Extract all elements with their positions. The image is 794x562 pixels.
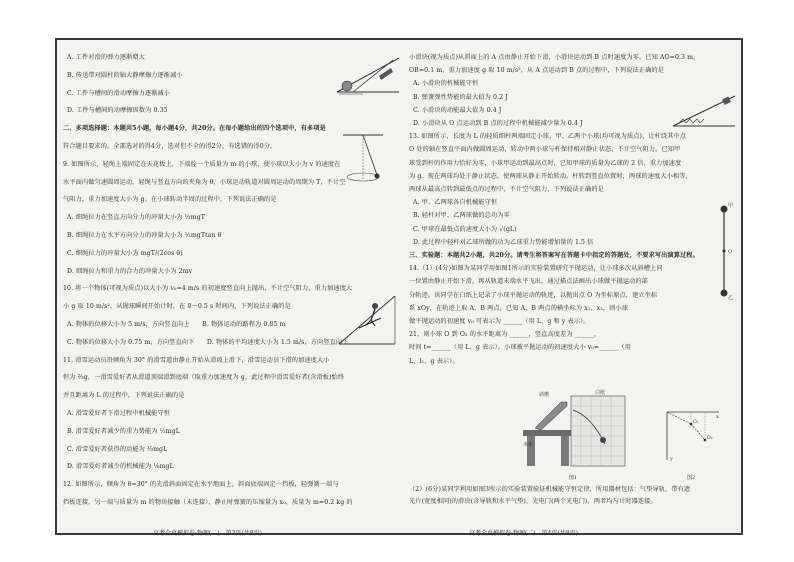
text-line: 符合题目要求的。全部选对的得4分，选对但不全的得2分，有选错的得0分。 — [63, 143, 277, 150]
text-line: O 处的轴在竖直平面内做圆周运动，转动中两小球与杆保持相对静止状态，不计空气阻力。已知甲 — [409, 146, 681, 154]
text-line: OB=0.1 m，重力加速度 g 取 10 m/s²，从 A 点运动到 B 点的过程中，下列说法正确的是 — [409, 67, 664, 75]
label-y: y — [670, 456, 673, 462]
text-line: 系 xOy，在轨迹上取 A、B 两点，已知 A、B 两点的横坐标为 x₁、x₂，则小球 — [409, 304, 629, 312]
text-line: B. 弹簧弹性势能的最大值为 0.2 J — [413, 93, 508, 101]
text-line: 光片(宽度相同)的滑块(含导轨和水平气垫)，光电门(两个光电门)，两者均与计时器连接。 — [409, 498, 657, 505]
text-line: 做平抛运动的初速度 v₀ 可表示为 ______（用 L、g 和 y 表示）。 — [409, 318, 590, 325]
text-line: C. 工件与槽间的滑动摩擦力逐渐减小 — [67, 89, 171, 97]
text-line: 挡板连接，另一端与质量为 m 的物块接触（未连接），静止时弹簧的压缩量为 x₀，质量为 m=0.2 kg 的 — [63, 499, 353, 506]
text-line: C. 滑雪爱好者获得的动能为 ⅔mgL — [67, 445, 168, 453]
text-line: D. 小滑块从 O 点运动到 B 点的过程中机械能减少量为 0.4 J — [413, 120, 583, 127]
text-line: A. 物体的位移大小为 5 m/s，方向竖直向上 B. 物体运动的路程为 0.85 m — [67, 321, 286, 328]
text-line: 气阻力，重力加速度大小为 g。在小球转动半周的过程中，下列说法正确的是 — [63, 196, 277, 204]
text-line: 10. 将一个物体(可视为质点)以大小为 v₀=4 m/s 的初速度竖直向上抛出，不计空气阻力，重力加速度大 — [63, 285, 353, 293]
label-O: O — [728, 249, 733, 255]
text-line: B. 轻杆对甲、乙两球做的总功为零 — [413, 212, 510, 220]
text-line: 两球从最高点转到最低点的过程中，不计空气阻力，下列说法正确的是 — [409, 186, 604, 193]
coordinate-grid-figure — [661, 406, 723, 464]
left-page-footer: 高考全真模拟卷·物理(二) 第3页(共8页) — [153, 530, 262, 537]
text-line: A. 工件对滑的弹力逐渐增大 — [67, 54, 145, 61]
projectile-apparatus-figure — [521, 388, 631, 472]
text-line: 时间 t=______（用 L、g 表示）。小球被平抛运动的初速度大小 v₀=______（用 — [409, 344, 631, 352]
label-x: x — [716, 414, 719, 420]
text-line: 二、多项选择题：本题共5小题，每小题4分，共20分。在每小题给出的四个选项中，有多项是 — [63, 125, 326, 133]
right-page-footer: 高考全真模拟卷·物理(二) 第4页(共8页) — [469, 530, 578, 537]
text-line: L、l₁、g 表示）。 — [409, 357, 459, 365]
fig2-caption: 图2 — [687, 475, 696, 481]
right-page — [409, 46, 739, 537]
text-line: 并且距离为 L 的过程中，下列说法正确的是 — [63, 392, 185, 400]
text-line: B. 传送带对圆柱的轴大静摩擦力逐渐减小 — [67, 71, 183, 79]
text-line: 21，则小球 O 到 O₂ 的水平距离为 ______，竖直高度差为 ______， — [409, 331, 601, 339]
label-O1: O₁ — [693, 420, 699, 425]
label-paper: 白纸 — [595, 390, 606, 396]
text-line: A. 小滑块的机械能守恒 — [413, 80, 479, 88]
text-line: 11. 滑雪运动员沿倾角为 30° 的滑雪道由静止开始从滑坡上滑下，滑雪运动员下滑的加速度大小 — [63, 356, 330, 364]
text-line: 三、实验题：本题共2小题，共20分。请考生将答案写在答题卡中指定的答题处，不要求写出演算过程。 — [409, 252, 699, 259]
text-line: A. 甲、乙两球各自机械能守恒 — [413, 199, 498, 207]
text-line: 分轨迹。该同学在白纸上记录了小球平抛运动的轨迹，以抛出点 O 为坐标原点，建立坐标 — [409, 291, 658, 299]
spring-incline-figure — [669, 90, 739, 130]
text-line: 12. 如图所示，倾角为 θ=30° 的光滑斜面固定在水平地面上，斜面底端固定一挡板，轻弹簧一端与 — [63, 481, 339, 489]
skier-slope-figure — [335, 286, 399, 348]
text-line: D. 工件与槽间的动摩擦因数为 0.35 — [67, 107, 168, 115]
text-line: C. 细绳拉力的冲量大小为 mgT/(2cos θ) — [67, 249, 183, 257]
text-line: 13. 如图所示，长度为 L 的轻质细杆两端固定小球，甲、乙两个小球(均可视为质点)，让杆绕其中点 — [409, 133, 687, 141]
exam-sheet — [55, 38, 743, 535]
label-O2: O₂ — [707, 436, 713, 441]
text-line: A. 细绳拉力在竖直方向分力的冲量大小为 ½mgT — [67, 214, 206, 222]
text-line: 14.（1）(4分)如图为某同学用如图1所示的实验装置研究平抛运动，让小球多次从斜槽上同 — [409, 265, 663, 273]
text-line: C. 小滑块的动能最大值为 0.4 J — [413, 106, 502, 114]
label-jia: 甲 — [728, 203, 734, 209]
conical-pendulum-figure — [333, 131, 393, 191]
left-page — [63, 46, 403, 537]
label-track: 斜槽 — [539, 392, 550, 398]
incline-cylinder-figure — [333, 48, 403, 98]
text-line: 小 g 取 10 m/s²。从抛球瞬间开始计时，在 0～0.5 s 时间内，下列说法正确的是 — [63, 303, 291, 311]
text-line: 恒为 ⅔g，一滑雪爱好者从滑道顶端滑到底端（取重力加速度为 g。此过程中滑雪爱好者(含滑板)始终 — [63, 374, 345, 382]
text-line: 一位置由静止开始下滑，再从轨道末端水平飞出，通过描点法画出小球做平抛运动的部 — [409, 278, 648, 286]
text-line: D. 此过程中轻杆对乙球所做的功为乙球重力势能增加量的 1.5 倍 — [413, 238, 594, 246]
text-line: 为 g。现在两球均处于静止状态，使两球从静止开始转动，杆转到竖直位置时，两球的速度大小相等， — [409, 172, 692, 180]
text-line: D. 滑雪爱好者减少的机械能为 ⅙mgL — [67, 463, 174, 471]
text-line: C. 甲球在最低点的速度大小为 √(gL) — [413, 225, 517, 233]
text-line: 水平面内做匀速圆周运动，轻绳与竖直方向的夹角为 θ，小球运动轨道对圆周运动的周期为 T，不计空 — [63, 178, 346, 186]
fig1-caption: 图1 — [569, 475, 578, 481]
text-line: 小滑块(视为质点)从斜面上的 A 点由静止开始下滑，小滑块运动到 B 点时速度为零。已知 AO=0.3 m， — [409, 54, 700, 61]
text-line: 9. 如图所示，轻绳上端固定在天花板上，下端拴一个质量为 m 的小球，使小球以大小为 v 的速度在 — [63, 160, 341, 168]
text-line: 球受到杆的作用力恰好为零，小球甲运动到最高点时，已知甲球的质量为乙球的 2 倍，重力加速度 — [409, 159, 682, 167]
text-line: （2）(6分)某同学利用如图3所示的实验装置验证机械能守恒定律，所用器材包括：气垫导轨，带有遮 — [409, 486, 691, 493]
text-line: D. 细绳拉力和重力的合力的冲量大小为 2mv — [67, 267, 193, 275]
rotating-rod-figure — [713, 201, 735, 301]
text-line: C. 物体的位移大小为 0.75 m，方向竖直向下 D. 物体的平均速度大小为 1.5 m/s，方向竖直向下 — [67, 338, 349, 346]
label-board: 木板 — [523, 442, 534, 448]
text-line: B. 细绳拉力在水平方向分力的冲量大小为 ½mgTtan θ — [67, 232, 222, 239]
text-line: A. 滑雪爱好者下滑过程中机械能守恒 — [67, 410, 171, 417]
text-line: B. 滑雪爱好者减少的重力势能为 ½mgL — [67, 427, 180, 435]
label-yi: 乙 — [728, 295, 734, 301]
